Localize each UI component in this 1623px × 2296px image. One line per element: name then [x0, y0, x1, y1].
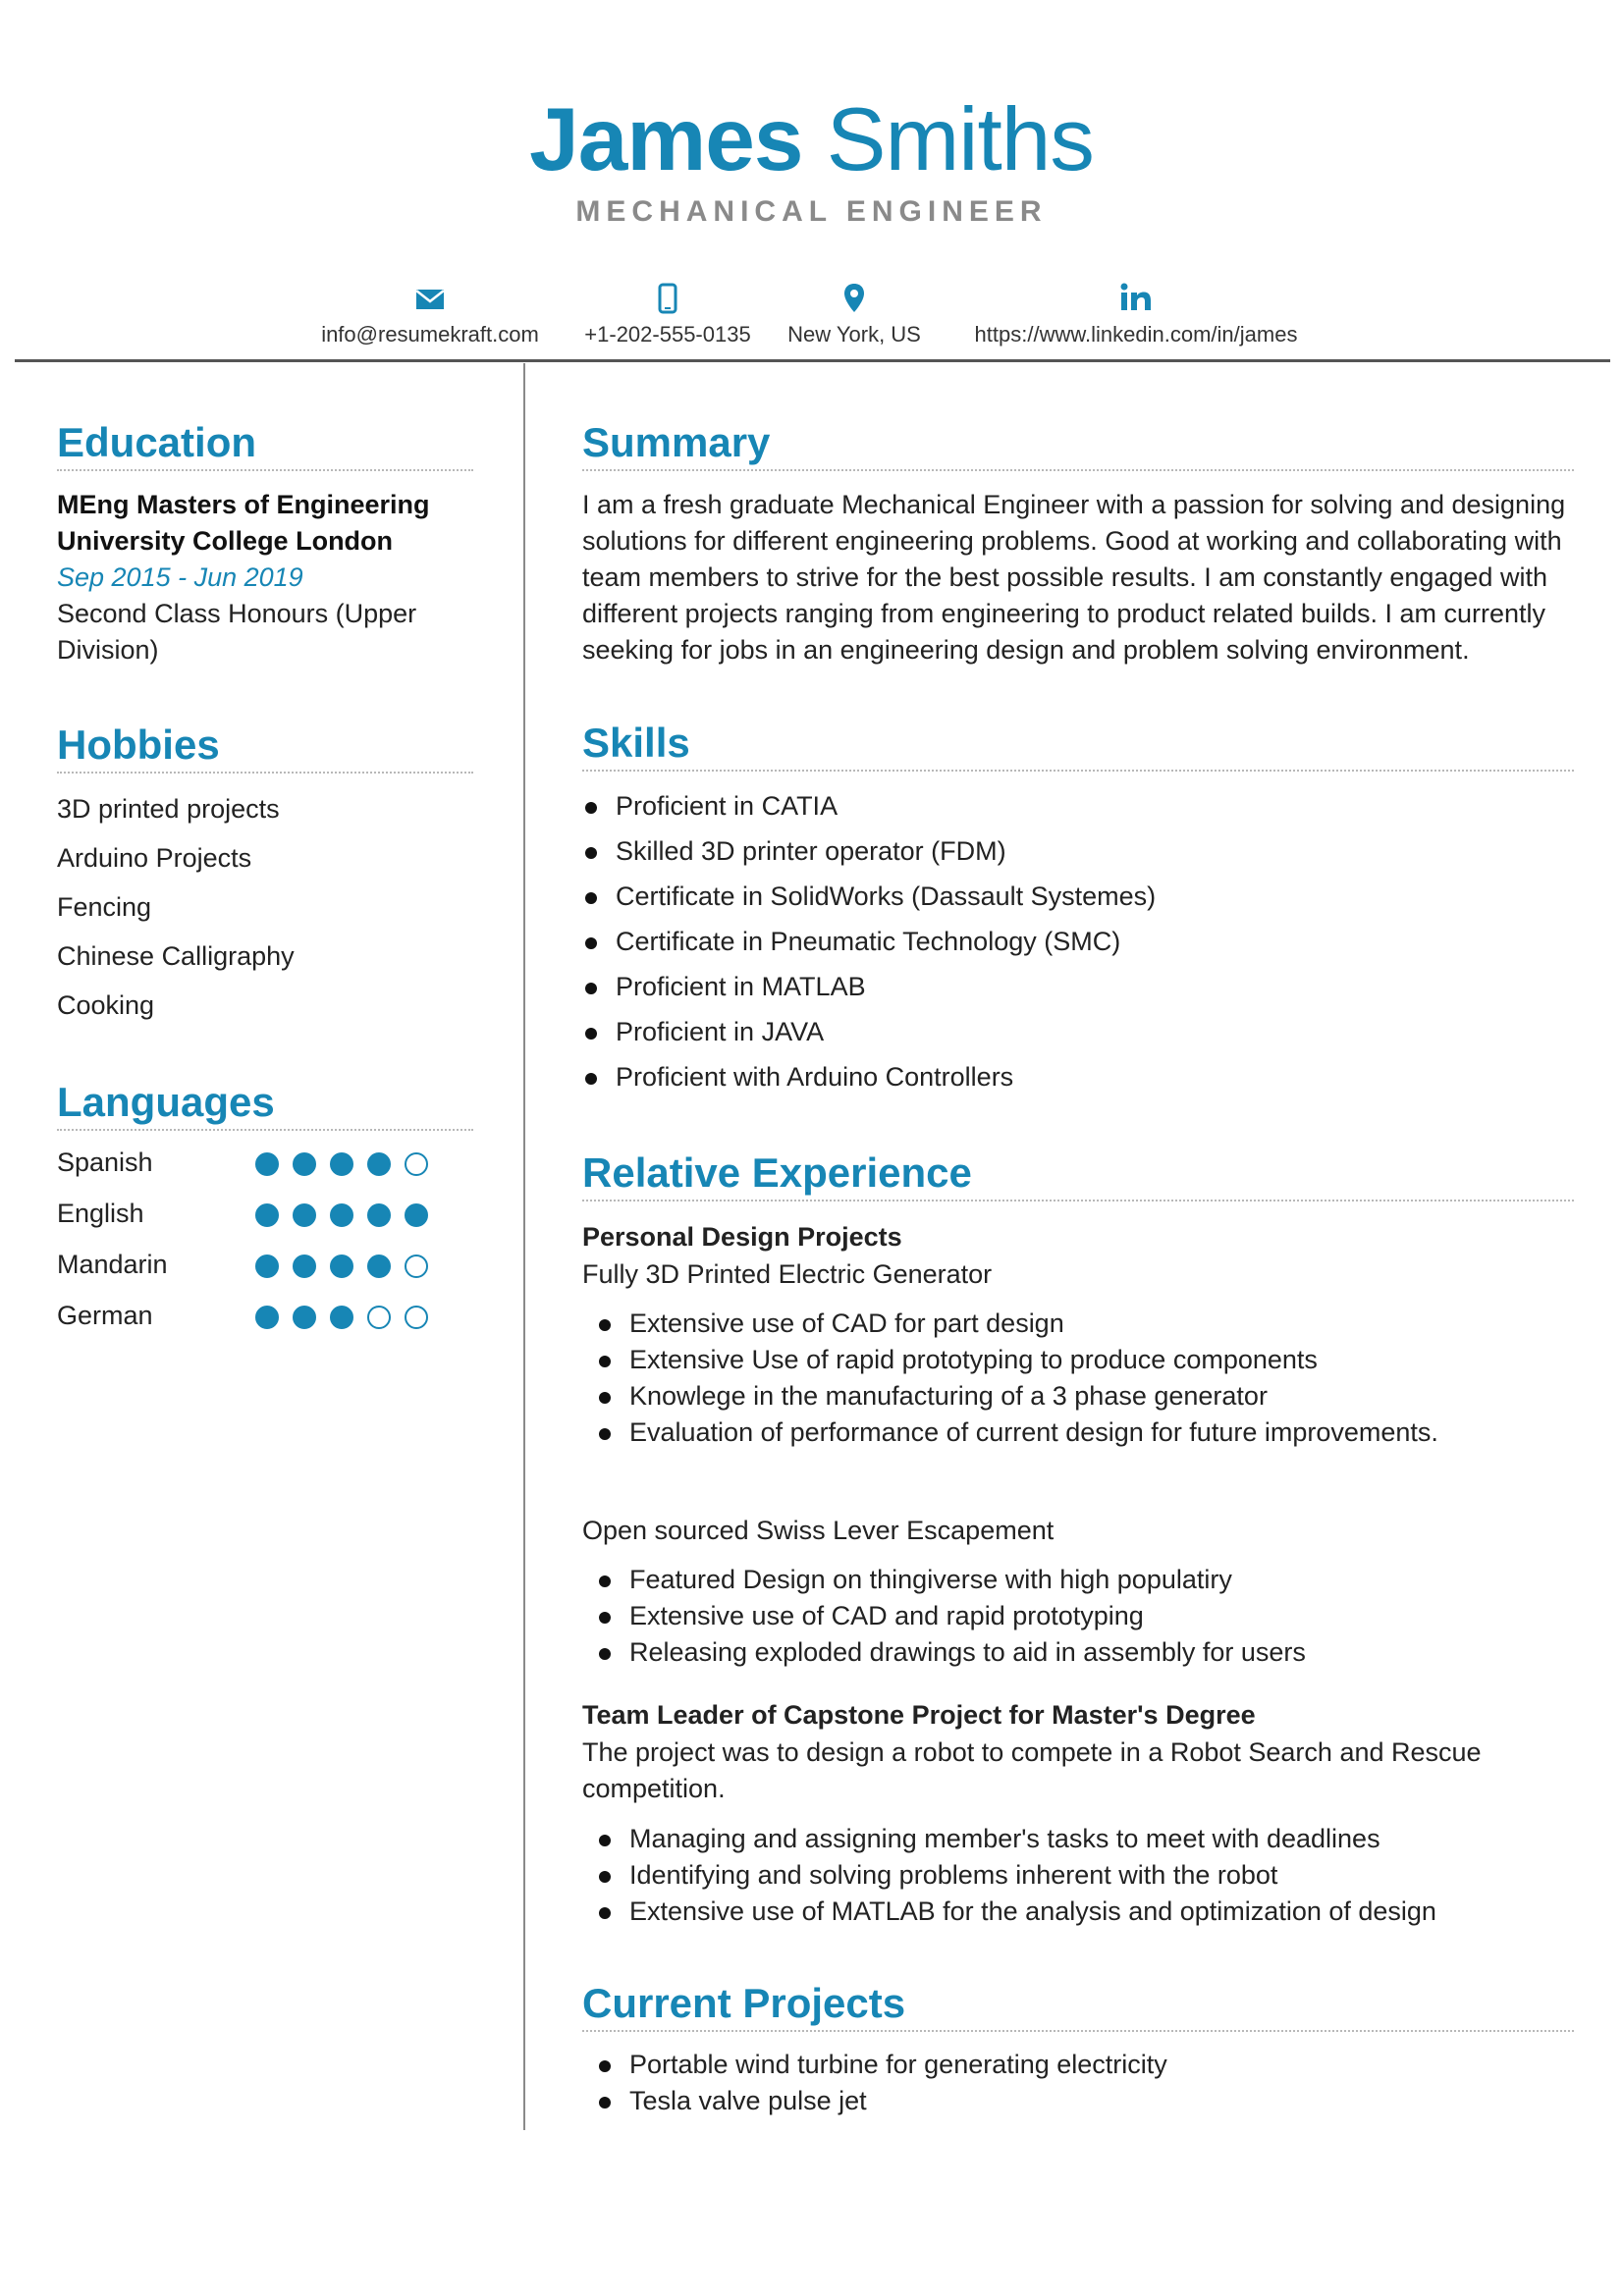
skill-item	[616, 788, 838, 825]
current-project-text: Portable wind turbine for generating electricity	[629, 2050, 1167, 2079]
hobby-item: 3D printed projects	[57, 794, 280, 824]
languages-rule	[57, 1129, 473, 1131]
skills-rule	[582, 770, 1574, 772]
proficiency-dot-filled	[293, 1306, 316, 1329]
language-name: English	[57, 1199, 144, 1228]
proficiency-dot-filled	[330, 1203, 353, 1227]
bullet-dot	[585, 983, 597, 994]
proficiency-dot-filled	[255, 1152, 279, 1176]
proficiency-dot-filled	[293, 1152, 316, 1176]
language-name: Mandarin	[57, 1250, 168, 1279]
project-bullet	[629, 1306, 1064, 1342]
contact-phone[interactable]	[579, 279, 756, 347]
education-dates: Sep 2015 - Jun 2019	[57, 562, 303, 592]
summary-heading: Summary	[582, 419, 771, 465]
experience-job-title: Team Leader of Capstone Project for Master's Degree	[582, 1700, 1256, 1730]
bullet-dot	[599, 1575, 611, 1587]
project-name: Fully 3D Printed Electric Generator	[582, 1259, 993, 1289]
bullet-dot	[599, 1319, 611, 1331]
current-project-item	[629, 2083, 867, 2119]
proficiency-dot-filled	[330, 1255, 353, 1278]
summary-line: solutions for different engineering problems. Good at working and collaborating with	[582, 526, 1562, 556]
bullet-dot	[599, 1612, 611, 1624]
skill-text: Certificate in Pneumatic Technology (SMC)	[616, 927, 1121, 956]
education-degree: MEng Masters of Engineering	[57, 490, 430, 519]
project-bullet-text: Releasing exploded drawings to aid in assembly for users	[629, 1637, 1306, 1667]
job-description-line: The project was to design a robot to compete in a Robot Search and Rescue	[582, 1737, 1482, 1767]
skill-text: Proficient in MATLAB	[616, 972, 866, 1001]
phone-icon	[579, 279, 756, 318]
hobbies-rule	[57, 772, 473, 774]
job-bullet	[629, 1857, 1277, 1894]
languages-heading: Languages	[57, 1079, 275, 1125]
experience-heading: Relative Experience	[582, 1149, 972, 1196]
project-bullet-text: Knowlege in the manufacturing of a 3 phase generator	[629, 1381, 1268, 1411]
job-bullet-text: Managing and assigning member's tasks to meet with deadlines	[629, 1824, 1380, 1853]
skill-text: Proficient in CATIA	[616, 791, 839, 821]
experience-rule	[582, 1200, 1574, 1201]
job-description-line: competition.	[582, 1774, 726, 1803]
proficiency-dot-filled	[255, 1203, 279, 1227]
current-project-item	[629, 2047, 1167, 2083]
proficiency-dot-filled	[293, 1203, 316, 1227]
skill-text: Certificate in SolidWorks (Dassault Systemes)	[616, 881, 1157, 911]
bullet-dot	[599, 1907, 611, 1919]
education-grade-line1: Second Class Honours (Upper	[57, 599, 417, 628]
bullet-dot	[599, 1871, 611, 1883]
summary-line: different projects ranging from engineering to product related builds. I am currently	[582, 599, 1546, 628]
bullet-dot	[599, 2060, 611, 2072]
proficiency-dot-empty	[405, 1152, 428, 1176]
project-bullet-text: Evaluation of performance of current design for future improvements.	[629, 1417, 1438, 1447]
skill-item	[616, 1014, 824, 1050]
skill-item	[616, 879, 1156, 915]
project-bullet	[629, 1562, 1232, 1598]
skills-heading: Skills	[582, 720, 690, 766]
current-projects-heading: Current Projects	[582, 1980, 906, 2026]
job-description	[582, 1735, 1574, 1807]
hobbies-heading: Hobbies	[57, 721, 220, 768]
contact-email[interactable]	[312, 279, 548, 347]
candidate-name	[0, 86, 1623, 194]
project-bullet	[629, 1598, 1144, 1634]
summary-line: seeking for jobs in an engineering design and problem solving environment.	[582, 635, 1470, 665]
bullet-dot	[585, 937, 597, 949]
bullet-dot	[599, 2097, 611, 2109]
bullet-dot	[599, 1835, 611, 1846]
job-bullet	[629, 1821, 1380, 1857]
project-bullet	[629, 1415, 1438, 1451]
bullet-dot	[599, 1392, 611, 1404]
project-bullet-text: Extensive Use of rapid prototyping to produce components	[629, 1345, 1318, 1374]
skill-text: Proficient with Arduino Controllers	[616, 1062, 1014, 1092]
language-name: German	[57, 1301, 153, 1330]
summary-text	[582, 487, 1574, 668]
education-entry	[57, 487, 489, 668]
hobby-item: Arduino Projects	[57, 843, 252, 873]
proficiency-dot-filled	[367, 1203, 391, 1227]
bullet-dot	[585, 1073, 597, 1085]
proficiency-dot-filled	[330, 1152, 353, 1176]
header-divider	[15, 359, 1610, 362]
summary-rule	[582, 469, 1574, 471]
bullet-dot	[599, 1356, 611, 1367]
project-bullet-text: Extensive use of CAD for part design	[629, 1308, 1064, 1338]
contact-linkedin-text: https://www.linkedin.com/in/james	[974, 322, 1298, 347]
education-rule	[57, 469, 473, 471]
project-bullet	[629, 1342, 1318, 1378]
contact-linkedin[interactable]	[954, 279, 1318, 347]
proficiency-dot-empty	[367, 1306, 391, 1329]
proficiency-dot-empty	[405, 1255, 428, 1278]
column-divider	[523, 363, 525, 2130]
language-row	[57, 1298, 489, 1337]
proficiency-dot-filled	[405, 1203, 428, 1227]
contact-bar	[0, 279, 1623, 357]
education-grade-line2: Division)	[57, 635, 159, 665]
proficiency-dot-filled	[293, 1255, 316, 1278]
current-projects-rule	[582, 2030, 1574, 2032]
current-project-text: Tesla valve pulse jet	[629, 2086, 867, 2115]
summary-line: I am a fresh graduate Mechanical Engineer with a passion for solving and designing	[582, 490, 1566, 519]
language-name: Spanish	[57, 1148, 153, 1177]
education-school: University College London	[57, 526, 394, 556]
last-name: Smiths	[826, 90, 1094, 189]
experience-job-title: Personal Design Projects	[582, 1222, 902, 1252]
proficiency-dot-filled	[255, 1255, 279, 1278]
contact-email-text: info@resumekraft.com	[321, 322, 539, 347]
hobby-item: Fencing	[57, 892, 152, 922]
linkedin-icon	[954, 279, 1318, 318]
proficiency-dot-filled	[255, 1306, 279, 1329]
education-heading: Education	[57, 419, 257, 465]
proficiency-dot-filled	[367, 1255, 391, 1278]
job-title: MECHANICAL ENGINEER	[575, 195, 1048, 228]
job-bullet-text: Identifying and solving problems inherent with the robot	[629, 1860, 1278, 1890]
language-row	[57, 1196, 489, 1235]
project-bullet	[629, 1634, 1306, 1671]
skill-text: Proficient in JAVA	[616, 1017, 825, 1046]
bullet-dot	[599, 1428, 611, 1440]
hobby-item: Chinese Calligraphy	[57, 941, 295, 971]
first-name: James	[529, 90, 803, 189]
location-pin-icon	[784, 279, 925, 318]
skill-item	[616, 969, 866, 1005]
skill-item	[616, 924, 1120, 960]
contact-location	[784, 279, 925, 347]
proficiency-dot-filled	[330, 1306, 353, 1329]
project-bullet	[629, 1378, 1268, 1415]
language-row	[57, 1145, 489, 1184]
project-bullet-text: Extensive use of CAD and rapid prototyping	[629, 1601, 1144, 1630]
bullet-dot	[599, 1648, 611, 1660]
skill-text: Skilled 3D printer operator (FDM)	[616, 836, 1006, 866]
project-bullet-text: Featured Design on thingiverse with high populatiry	[629, 1565, 1232, 1594]
skill-item	[616, 1059, 1013, 1095]
envelope-icon	[312, 279, 548, 318]
skill-item	[616, 833, 1006, 870]
bullet-dot	[585, 847, 597, 859]
job-bullet-text: Extensive use of MATLAB for the analysis and optimization of design	[629, 1896, 1436, 1926]
bullet-dot	[585, 892, 597, 904]
language-row	[57, 1247, 489, 1286]
contact-phone-text: +1-202-555-0135	[584, 322, 751, 347]
contact-location-text: New York, US	[787, 322, 921, 347]
job-bullet	[629, 1894, 1436, 1930]
project-name: Open sourced Swiss Lever Escapement	[582, 1516, 1055, 1545]
bullet-dot	[585, 802, 597, 814]
summary-line: team members to strive for the best possible results. I am constantly engaged with	[582, 562, 1547, 592]
hobby-item: Cooking	[57, 990, 155, 1020]
proficiency-dot-filled	[367, 1152, 391, 1176]
proficiency-dot-empty	[405, 1306, 428, 1329]
bullet-dot	[585, 1028, 597, 1040]
